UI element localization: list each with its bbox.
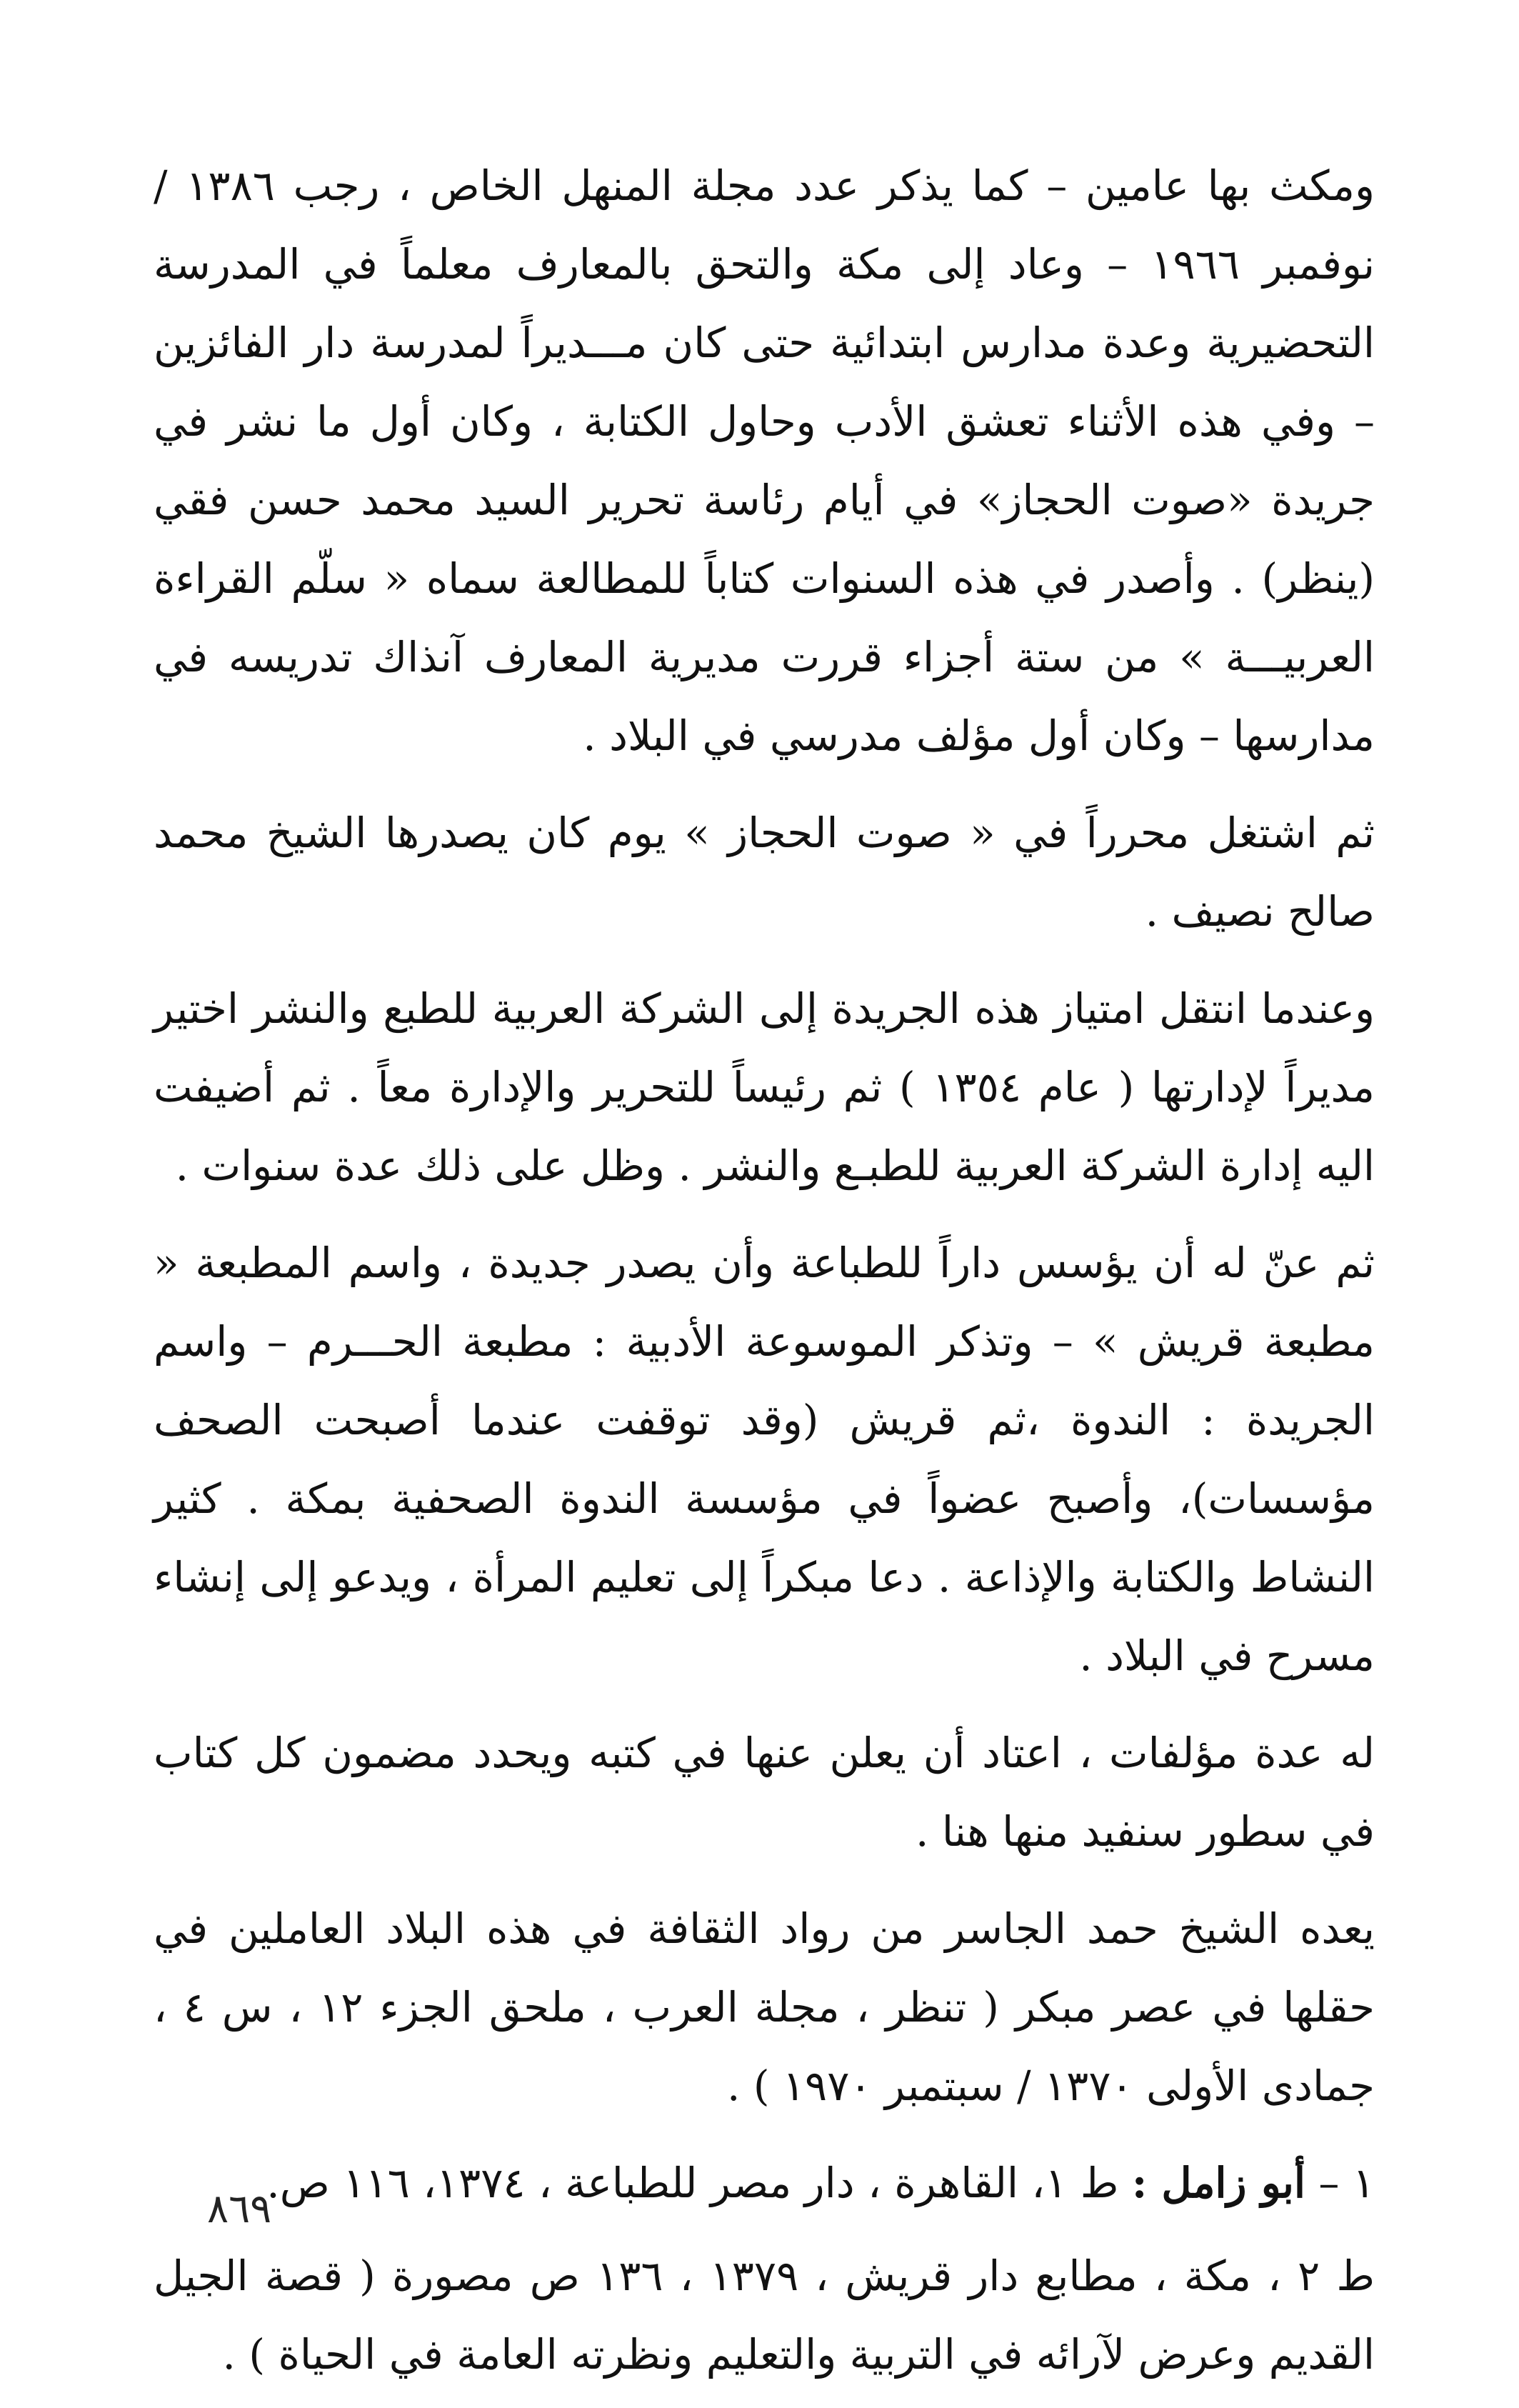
paragraph-sawt-alhijaz: ثم اشتغل محرراً في « صوت الحجاز » يوم كان يصدرها الشيخ محمد صالح نصيف . xyxy=(154,809,1375,936)
book-entry-1 xyxy=(154,2144,1375,2222)
book-entry-number: ١ – xyxy=(1318,2159,1375,2207)
book-entry-title: أبو زامل : xyxy=(1131,2159,1305,2207)
book-entry-2 xyxy=(154,2237,1375,2394)
book-entry-details: ط ٢ ، مكة ، مطابع دار قريش ، ١٣٧٩ ، ١٣٦ ص مصورة ( قصة الجيل القديم وعرض لآرائه في التربية والتعليم ونظرته العامة في الحياة ) . xyxy=(154,2252,1375,2379)
paragraph-quraish-press: ثم عنّ له أن يؤسس داراً للطباعة وأن يصدر جديدة ، واسم المطبعة « مطبعة قريش » – وتذكر الموسوعة الأدبية : مطبعة الحـــرم – واسم الجريدة : الندوة ،ثم قريش (وقد توقفت عندما أصبحت الصحف مؤسسات)، وأصبح عضواً في مؤسسة الندوة الصحفية بمكة . كثير النشاط والكتابة والإذاعة . دعا مبكراً إلى تعليم المرأة ، ويدعو إلى إنشاء مسرح في البلاد . xyxy=(154,1239,1375,1680)
paragraph-jasser-citation: يعده الشيخ حمد الجاسر من رواد الثقافة في هذه البلاد العاملين في حقلها في عصر مبكر ( تنظر ، مجلة العرب ، ملحق الجزء ١٢ ، س ٤ ، جمادى الأولى ١٣٧٠ / سبتمبر ١٩٧٠ ) . xyxy=(154,1904,1375,2110)
paragraph-biography-early: ومكث بها عامين – كما يذكر عدد مجلة المنهل الخاص ، رجب ١٣٨٦ / نوفمبر ١٩٦٦ – وعاد إلى مكة والتحق بالمعارف معلماً في المدرسة التحضيرية وعدة مدارس ابتدائية حتى كان مـــديراً لمدرسة دار الفائزين – وفي هذه الأثناء تعشق الأدب وحاول الكتابة ، وكان أول ما نشر في جريدة «صوت الحجاز» في أيام رئاسة تحرير السيد محمد حسن فقي (ينظر) . وأصدر في هذه السنوات كتاباً للمطالعة سماه « سلّم القراءة العربيـــة » من ستة أجزاء قررت مديرية المعارف آنذاك تدريسه في مدارسها – وكان أول مؤلف مدرسي في البلاد . xyxy=(154,161,1375,760)
paragraph-works-intro: له عدة مؤلفات ، اعتاد أن يعلن عنها في كتبه ويحدد مضمون كل كتاب في سطور سنفيد منها هنا . xyxy=(154,1729,1375,1856)
book-entry-details: ط ١، القاهرة ، دار مصر للطباعة ، ١٣٧٤، ١١٦ ص. xyxy=(266,2159,1119,2207)
page-text-block xyxy=(154,146,1375,2408)
page-number: ٨٦٩ xyxy=(207,2186,272,2232)
paragraph-arab-company: وعندما انتقل امتياز هذه الجريدة إلى الشركة العربية للطبع والنشر اختير مديراً لإدارتها ( عام ١٣٥٤ ) ثم رئيساً للتحرير والإدارة معاً . ثم أضيفت اليه إدارة الشركة العربية للطبـع والنشر . وظل على ذلك عدة سنوات . xyxy=(154,984,1375,1190)
